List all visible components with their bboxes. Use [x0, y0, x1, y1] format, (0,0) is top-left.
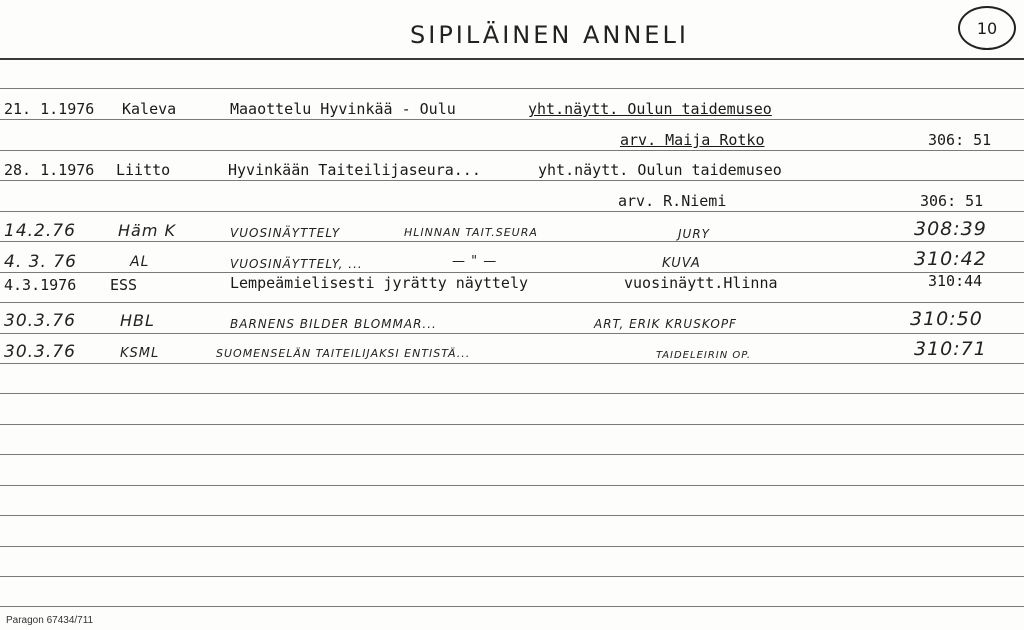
entry-date: 14.2.76 [4, 221, 76, 241]
entry-note: arv. R.Niemi [618, 192, 727, 210]
entry-date: 28. 1.1976 [4, 161, 95, 179]
entry-title: Lempeämielisesti jyrätty näyttely [230, 274, 529, 292]
rule-line [0, 424, 1024, 425]
entry-ref: 310:44 [928, 272, 983, 290]
rule-line [0, 333, 1024, 334]
rule-line [0, 58, 1024, 60]
entry-ref: 306: 51 [928, 131, 992, 149]
entry-source: ESS [110, 276, 138, 294]
rule-line [0, 546, 1024, 547]
rule-line [0, 211, 1024, 212]
rule-line [0, 180, 1024, 181]
entry-note: ART, ERIK KRUSKOPF [594, 317, 737, 331]
rule-line [0, 454, 1024, 455]
entry-source: Häm K [118, 221, 176, 240]
rule-line [0, 515, 1024, 516]
entry-date: 4.3.1976 [4, 276, 77, 294]
entry-title: Hyvinkään Taiteilijaseura... [228, 161, 481, 179]
rule-line [0, 302, 1024, 303]
entry-ref: 310:42 [914, 248, 987, 270]
rule-line [0, 576, 1024, 577]
entry-ref: 310:71 [914, 338, 987, 360]
entry-ref: 306: 51 [920, 192, 984, 210]
entry-note: arv. Maija Rotko [620, 131, 765, 149]
entry-title: BARNENS BILDER BLOMMAR... [230, 317, 437, 331]
entry-date: 4. 3. 76 [4, 252, 77, 272]
entry-title: VUOSINÄYTTELY [230, 226, 341, 240]
entry-source: Liitto [116, 161, 171, 179]
entry-note: JURY [678, 227, 710, 241]
rule-line [0, 485, 1024, 486]
entry-source: Kaleva [122, 100, 177, 118]
entry-source: HBL [120, 311, 155, 330]
entry-title: SUOMENSELÄN TAITEILIJAKSI ENTISTÄ... [216, 347, 471, 360]
entry-title: VUOSINÄYTTELY, ... [230, 257, 363, 271]
entry-note: yht.näytt. Oulun taidemuseo [528, 100, 772, 118]
card-number-circle [958, 6, 1016, 50]
rule-line [0, 272, 1024, 273]
entry-date: 21. 1.1976 [4, 100, 95, 118]
entry-date: 30.3.76 [4, 311, 76, 331]
entry-note: vuosinäytt.Hlinna [624, 274, 778, 292]
card-number: 10 [976, 18, 998, 38]
entry-ref: 310:50 [910, 308, 983, 330]
entry-source: AL [130, 254, 150, 270]
rule-line [0, 88, 1024, 89]
rule-line [0, 606, 1024, 607]
entry-note: KUVA [662, 256, 701, 271]
rule-line [0, 119, 1024, 120]
entry-note: yht.näytt. Oulun taidemuseo [538, 161, 782, 179]
card-print-code: Paragon 67434/711 [6, 615, 94, 626]
entry-title-secondary: — " — [452, 254, 498, 269]
rule-line [0, 363, 1024, 364]
card-header-name: SIPILÄINEN ANNELI [410, 21, 689, 49]
entry-date: 30.3.76 [4, 342, 76, 362]
rule-line [0, 150, 1024, 151]
entry-note: TAIDELEIRIN OP. [656, 350, 752, 361]
entry-title: Maaottelu Hyvinkää - Oulu [230, 100, 456, 118]
entry-ref: 308:39 [914, 218, 987, 240]
entry-title-secondary: HLINNAN TAIT.SEURA [404, 226, 538, 239]
entry-source: KSML [120, 346, 160, 361]
rule-line [0, 393, 1024, 394]
